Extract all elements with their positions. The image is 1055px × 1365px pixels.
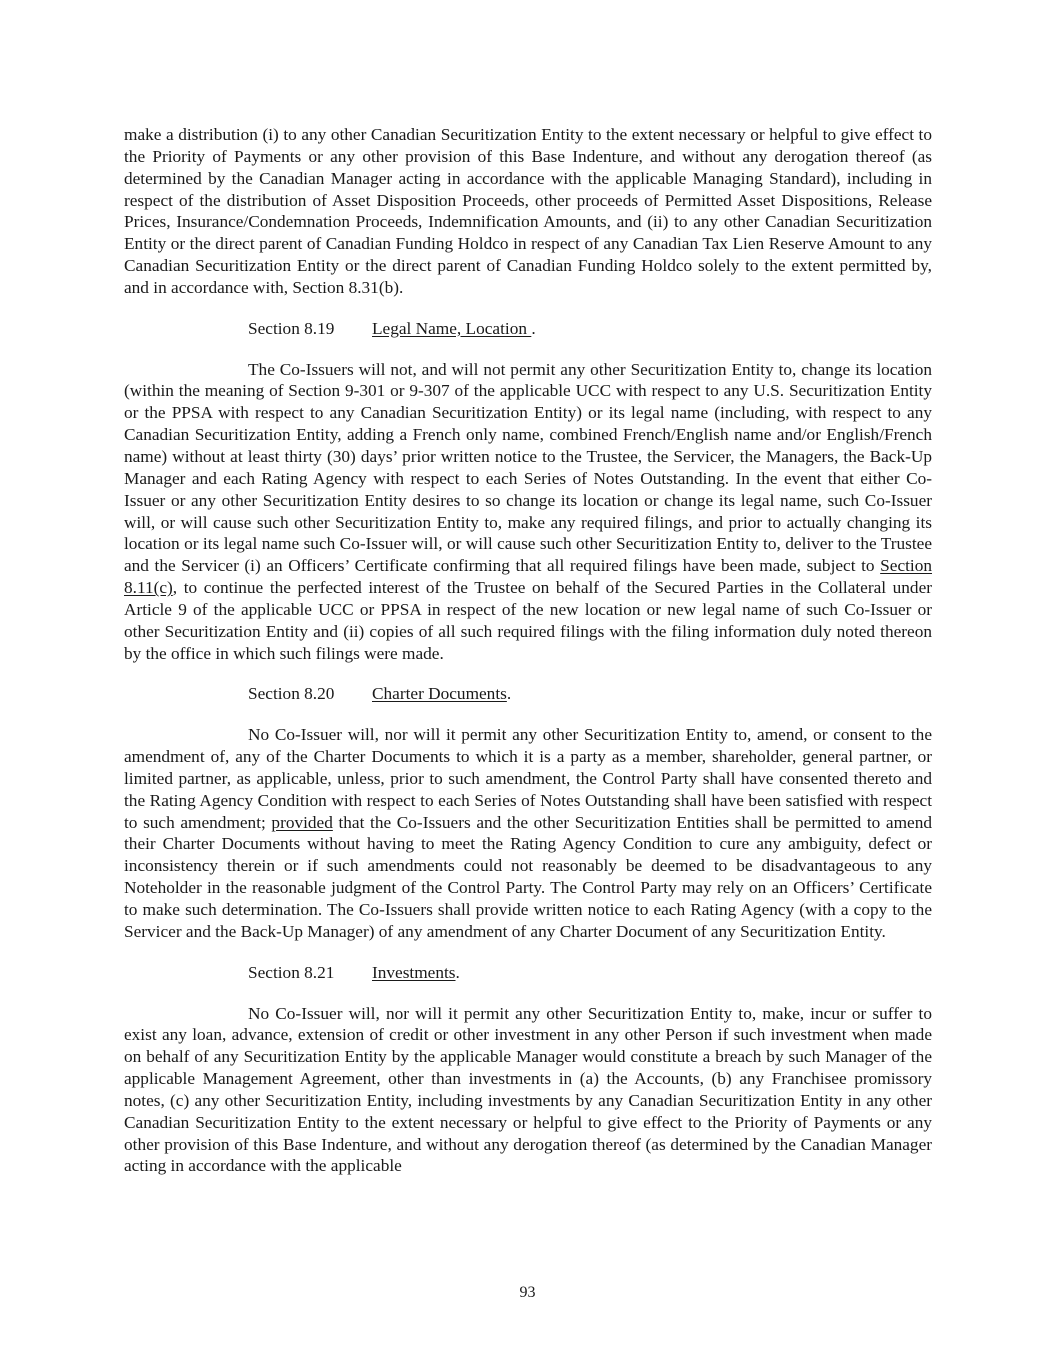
- body-text: No Co-Issuer will, nor will it permit any other Securitization Entity to, amend, or consent to the amendment of, any of the Charter Documents to which it is a party as a member, shareholder, general partner, or limited partner, as applicable, unless, prior to such amendment, the Control Party shall have consented thereto and the Rating Agency Condition with respect to each Series of Notes Outstanding shall have been satisfied with respect to such amendment;: [124, 725, 932, 832]
- section-8-19-heading: [248, 318, 932, 340]
- section-title: Legal Name, Location: [372, 318, 532, 338]
- section-title: Charter Documents: [372, 684, 507, 704]
- section-title-period: .: [506, 684, 512, 704]
- cross-reference: Section 8.11(c): [124, 556, 932, 598]
- section-8-21-body: No Co-Issuer will, nor will it permit any other Securitization Entity to, make, incur or suffer to exist any loan, advance, extension of credit or other investment in any other Person if such investment when made on behalf of any Securitization Entity by the applicable Manager would constitute a breach by such Manager of the applicable Management Agreement, other than investments in (a) the Accounts, (b) any Franchisee promissory notes, (c) any other Securitization Entity, including investments by any Canadian Securitization Entity in any other Canadian Securitization Entity to the extent necessary or helpful to give effect to the Priority of Payments or any other provision of this Base Indenture, and without any derogation thereof (as determined by the Canadian Manager acting in accordance with the applicable: [124, 1003, 932, 1176]
- section-title-period: .: [455, 962, 460, 982]
- body-text: that the Co-Issuers and the other Securitization Entities shall be permitted to amend their Charter Documents without having to meet the Rating Agency Condition to cure any ambiguity, defect or inconsistency therein or if such amendments could not reasonably be deemed to be disadvantageous to any Noteholder in the reasonable judgment of the Control Party. The Control Party may rely on an Officers’ Certificate to make such determination. The Co-Issuers shall provide written notice to each Rating Agency (with a copy to the Servicer and the Back-Up Manager) of any amendment of any Charter Document of any Securitization Entity.: [124, 812, 932, 941]
- section-title: Investments: [372, 962, 456, 982]
- page-number: 93: [519, 1284, 536, 1301]
- document-page: [124, 124, 932, 1177]
- body-text: , to continue the perfected interest of the Trustee on behalf of the Secured Parties in the Collateral under Article 9 of the applicable UCC or PPSA in respect of the new location or new legal name of such Co-Issuer or other Securitization Entity and (ii) copies of all such required filings with the filing information duly noted thereon by the office in which such filings were made.: [124, 578, 932, 663]
- section-8-19-body: [124, 359, 932, 665]
- section-number: Section 8.21: [248, 962, 335, 982]
- section-title-period: .: [531, 318, 536, 338]
- body-text: The Co-Issuers will not, and will not permit any other Securitization Entity to, change its location (within the meaning of Section 9-301 or 9-307 of the applicable UCC with respect to any U.S. Securitization Entity or the PPSA with respect to any Canadian Securitization Entity) or its legal name (including, with respect to any Canadian Securitization Entity, adding a French only name, combined French/English name and/or English/French name) without at least thirty (30) days’ prior written notice to the Trustee, the Servicer, the Managers, the Back-Up Manager and each Rating Agency with respect to each Series of Notes Outstanding. In the event that either Co-Issuer or any other Securitization Entity desires to so change its location or change its legal name, such Co-Issuer will, or will cause such other Securitization Entity to, make any required filings, and prior to actually changing its location or its legal name such Co-Issuer will, or will cause such other Securitization Entity to, deliver to the Trustee and the Servicer (i) an Officers’ Certificate confirming that all required filings have been made, subject to: [124, 359, 932, 576]
- continued-paragraph: make a distribution (i) to any other Canadian Securitization Entity to the extent necessary or helpful to give effect to the Priority of Payments or any other provision of this Base Indenture, and without any derogation thereof (as determined by the Canadian Manager acting in accordance with the applicable Managing Standard), including in respect of the distribution of Asset Disposition Proceeds, other proceeds of Permitted Asset Dispositions, Release Prices, Insurance/Condemnation Proceeds, Indemnification Amounts, and (ii) to any other Canadian Securitization Entity or the direct parent of Canadian Funding Holdco in respect of any Canadian Tax Lien Reserve Amount to any Canadian Securitization Entity or the direct parent of Canadian Funding Holdco solely to the extent permitted by, and in accordance with, Section 8.31(b).: [124, 125, 932, 297]
- section-8-20-heading: [248, 683, 932, 705]
- section-number: Section 8.19: [248, 318, 335, 338]
- section-number: Section 8.20: [248, 684, 335, 704]
- proviso-term: provided: [271, 812, 333, 832]
- section-8-21-heading: [248, 962, 932, 984]
- section-8-20-body: [124, 724, 932, 942]
